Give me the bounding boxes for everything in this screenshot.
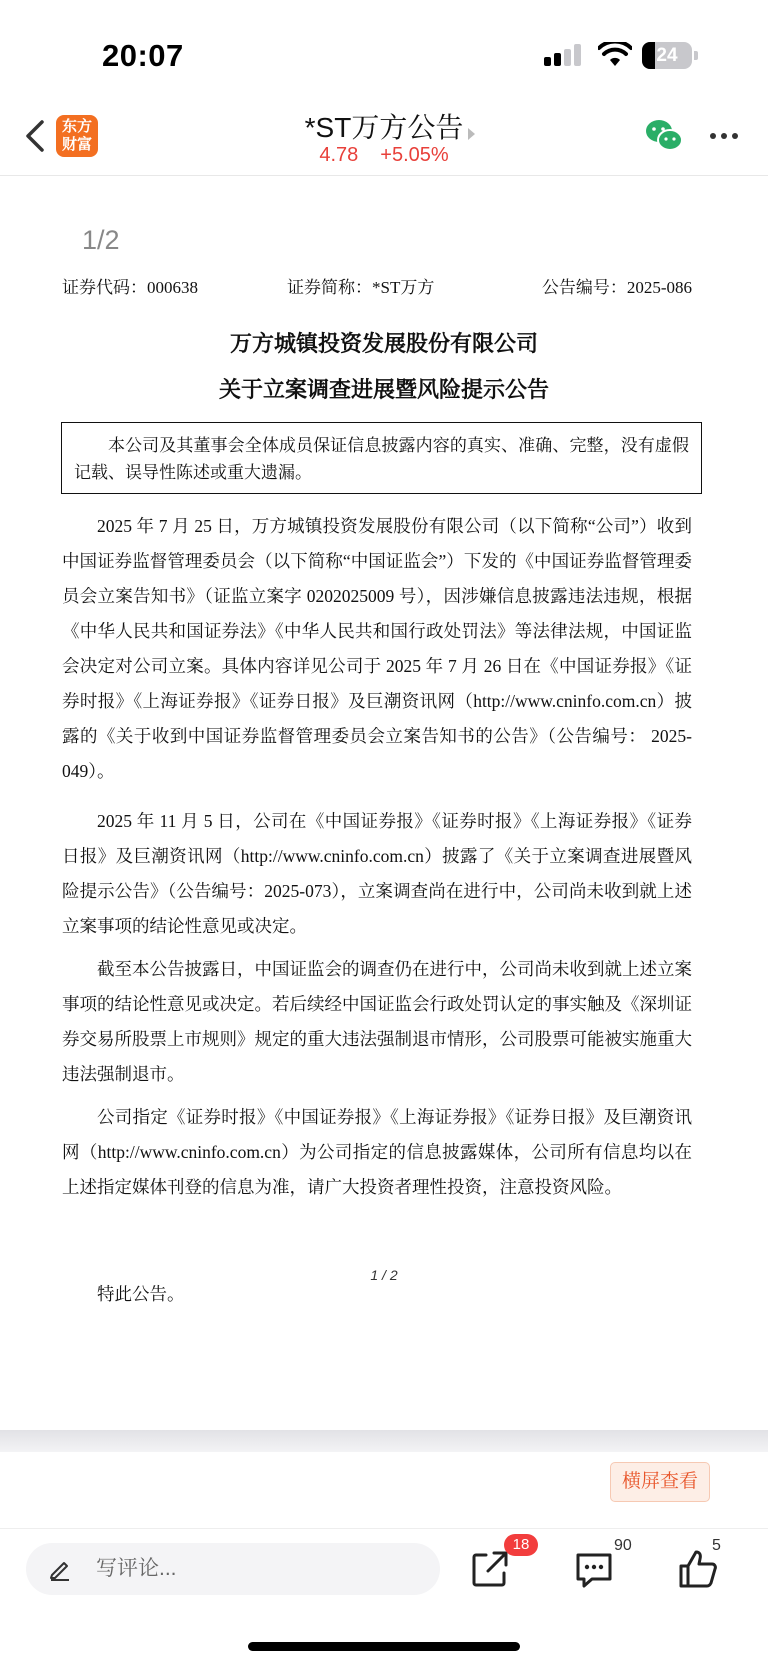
app-logo[interactable] xyxy=(56,115,98,157)
document-meta xyxy=(62,273,692,297)
home-indicator[interactable] xyxy=(248,1642,520,1651)
comment-placeholder: 写评论... xyxy=(96,1557,177,1580)
security-short-name: 证券简称：*ST万方 xyxy=(287,278,435,297)
app-logo-line1: 东方 xyxy=(61,118,92,135)
document-closing: 特此公告。 xyxy=(97,1284,185,1304)
page-footer: 1 / 2 xyxy=(370,1267,398,1283)
battery-level: 24 xyxy=(656,45,678,66)
wechat-icon[interactable] xyxy=(644,118,684,154)
battery-icon xyxy=(642,42,692,69)
notice-number: 公告编号：2025-086 xyxy=(541,278,692,297)
expand-arrow-icon[interactable] xyxy=(468,128,475,140)
company-name: 万方城镇投资发展股份有限公司 xyxy=(229,331,538,356)
chevron-left-icon[interactable] xyxy=(20,116,50,156)
document-title: 关于立案调查进展暨风险提示公告 xyxy=(218,377,549,402)
security-code: 证券代码：000638 xyxy=(62,278,198,297)
comment-input[interactable] xyxy=(26,1543,440,1595)
comments-count: 90 xyxy=(614,1537,632,1554)
page-indicator: 1/2 xyxy=(82,225,120,255)
share-count-badge: 18 xyxy=(504,1534,538,1556)
stock-price: 4.78 xyxy=(319,144,359,166)
document-paragraph: 2025 年 7 月 25 日，万方城镇投资发展股份有限公司（以下简称“公司”）收到中国证券监督管理委员会（以下简称“中国证监会”）下发的《中国证券监督管理委员会立案告知书》（证监立案字 0202025009 号），因涉嫌信息披露违法违规，根据《中华人民共和国证券法》《中华人民共和国行政处罚法》等法律法规，中国证监会决定对公司立案。具体内容详见公司于 2025 年 7 月 26 日在《中国证券报》《证券时报》《上海证券报》《证券日报》及巨潮资讯网（http://www.cninfo.com.cn）披露的《关于收到中国证券监督管理委员会立案告知书的公告》（公告编号： 2025-049）。 xyxy=(62,516,692,781)
cellular-signal-icon xyxy=(544,44,584,66)
stock-title[interactable]: *ST万方公告 xyxy=(304,112,464,143)
wifi-icon xyxy=(598,42,632,68)
more-dots-icon[interactable] xyxy=(708,118,740,154)
board-statement-box: 本公司及其董事会全体成员保证信息披露内容的真实、准确、完整，没有虚假记载、误导性陈述或重大遗漏。 xyxy=(61,422,702,494)
document-paragraph: 公司指定《证券时报》《中国证券报》《上海证券报》《证券日报》及巨潮资讯网（http://www.cninfo.com.cn）为公司指定的信息披露媒体，公司所有信息均以在上述指定媒体刊登的信息为准，请广大投资者理性投资，注意投资风险。 xyxy=(62,1107,692,1197)
stock-change: +5.05% xyxy=(380,144,449,166)
battery-cap xyxy=(694,51,698,60)
document-paragraph: 截至本公告披露日，中国证监会的调查仍在进行中，公司尚未收到就上述立案事项的结论性意见或决定。若后续经中国证监会行政处罚认定的事实触及《深圳证券交易所股票上市规则》规定的重大违法强制退市情形，公司股票可能被实施重大违法强制退市。 xyxy=(62,959,692,1084)
share-icon[interactable] xyxy=(468,1547,512,1591)
landscape-view-button[interactable]: 横屏查看 xyxy=(610,1462,710,1502)
nav-bar xyxy=(0,100,768,176)
pencil-icon xyxy=(48,1557,72,1581)
comment-icon[interactable] xyxy=(572,1547,616,1591)
app-logo-line2: 财富 xyxy=(61,136,92,153)
likes-count: 5 xyxy=(712,1537,721,1554)
stock-quote xyxy=(234,144,534,167)
document-page-edge xyxy=(0,1430,768,1452)
status-time: 20:07 xyxy=(102,38,184,73)
bottom-action-bar xyxy=(0,1528,768,1612)
status-bar xyxy=(0,0,768,100)
document-paragraph: 2025 年 11 月 5 日，公司在《中国证券报》《证券时报》《上海证券报》《证券日报》及巨潮资讯网（http://www.cninfo.com.cn）披露了《关于立案调查进展暨风险提示公告》（公告编号：2025-073），立案调查尚在进行中，公司尚未收到就上述立案事项的结论性意见或决定。 xyxy=(62,811,692,936)
document-page[interactable] xyxy=(0,177,768,1430)
